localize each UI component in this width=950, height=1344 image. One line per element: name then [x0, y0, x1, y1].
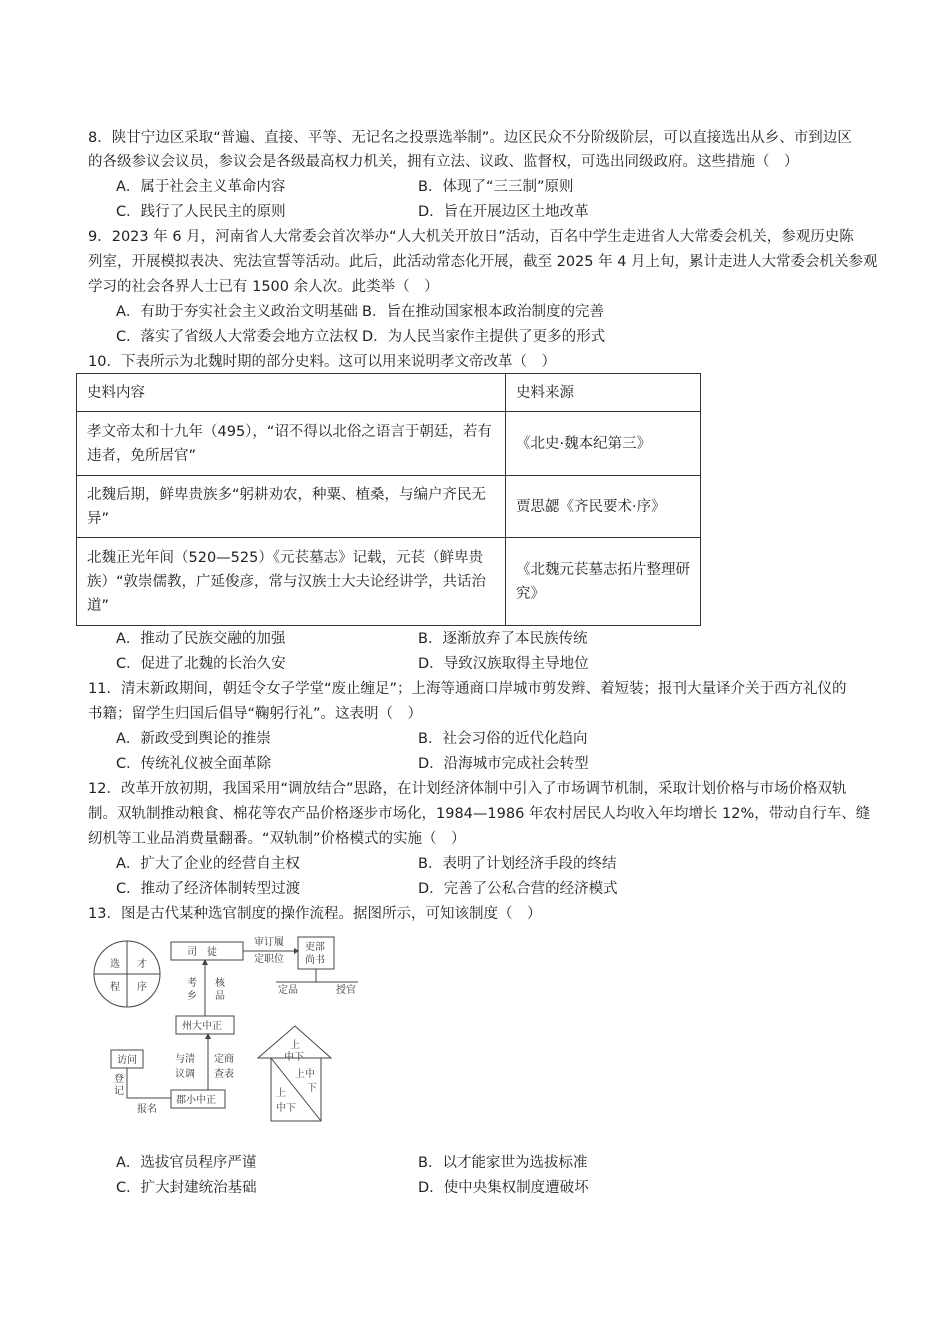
q8-option-b: B．体现了“三三制”原则 [418, 179, 574, 195]
q9-stem-line1: 9．2023 年 6 月，河南省人大常委会首次举办“人大机关开放日”活动，百名中学生走进省人大常委会机关，参观历史陈 [88, 229, 854, 245]
dengji-label-1: 登 [114, 1074, 124, 1085]
selection-flow-diagram [88, 930, 378, 1130]
q11-stem-line1: 11．清末新政期间，朝廷令女子学堂“废止缠足”；上海等通商口岸城市剪发辫、着短装；报刊大量译介关于西方礼仪的 [88, 681, 847, 697]
table-header-row [77, 374, 701, 412]
kaoxiang-label-1: 考 [187, 978, 197, 989]
dingshang-label-2: 查表 [214, 1069, 234, 1080]
table-cell-content: 孝文帝太和十九年（495），“诏不得以北俗之语言于朝廷，若有违者，免所居官” [77, 412, 506, 476]
q13-option-d: D．使中央集权制度遭破坏 [418, 1180, 589, 1196]
dingshang-label-1: 定商 [214, 1054, 234, 1065]
q9-stem-line3: 学习的社会各界人士已有 1500 余人次。此类举（ ） [88, 279, 439, 295]
table-cell-source: 贾思勰《齐民要术·序》 [506, 476, 701, 538]
q11-option-d: D．沿海城市完成社会转型 [418, 756, 589, 772]
q11-option-c: C．传统礼仪被全面革除 [116, 756, 272, 772]
q9-option-d: D．为人民当家作主提供了更多的形式 [362, 329, 606, 345]
fangwen-label: 访问 [117, 1055, 137, 1066]
zhou-label: 州大中正 [182, 1021, 222, 1032]
libu-label-1: 吏部 [305, 942, 325, 953]
table-header-content: 史料内容 [77, 374, 506, 412]
table-cell-content: 北魏正光年间（520—525）《元苌墓志》记载，元苌（鲜卑贵族）“敦崇儒教，广延俊彦，常与汉族士大夫论经讲学，共话治道” [77, 538, 506, 626]
baoming-label: 报名 [137, 1104, 157, 1115]
table-cell-source: 《北史·魏本纪第三》 [506, 412, 701, 476]
q12-option-a: A．扩大了企业的经营自主权 [116, 856, 300, 872]
house-xia: 下 [307, 1083, 317, 1094]
q12-stem-line3: 纫机等工业品消费量翻番。“双轨制”价格模式的实施（ ） [88, 831, 466, 847]
q10-option-a: A．推动了民族交融的加强 [116, 631, 286, 647]
q13-stem: 13．图是古代某种选官制度的操作流程。据图所示，可知该制度（ ） [88, 906, 542, 922]
q11-stem-line2: 书籍；留学生归国后倡导“鞠躬行礼”。这表明（ ） [88, 706, 423, 722]
hepin-label-2: 品 [215, 991, 225, 1002]
source-table [76, 373, 701, 626]
house-zhongxia-2: 中下 [276, 1103, 296, 1114]
q9-option-a: A．有助于夯实社会主义政治文明基础 [116, 304, 358, 320]
table-header-source: 史料来源 [506, 374, 701, 412]
table-cell-content: 北魏后期，鲜卑贵族多“躬耕劝农，种粟、植桑，与编户齐民无异” [77, 476, 506, 538]
house-zhongxia: 中下 [284, 1052, 304, 1063]
q8-option-c: C．践行了人民民主的原则 [116, 204, 286, 220]
q9-option-b: B．旨在推动国家根本政治制度的完善 [362, 304, 604, 320]
house-shangzhong: 上中 [295, 1069, 315, 1080]
circle-char-xuan: 选 [110, 959, 120, 970]
q10-stem: 10．下表所示为北魏时期的部分史料。这可以用来说明孝文帝改革（ ） [88, 354, 556, 370]
q9-option-c: C．落实了省级人大常委会地方立法权 [116, 329, 359, 345]
q13-option-a: A．选拔官员程序严谨 [116, 1155, 257, 1171]
table-cell-source: 《北魏元苌墓志拓片整理研究》 [506, 538, 701, 626]
shouguan-label: 授官 [336, 985, 356, 996]
table-row [77, 538, 701, 626]
dengji-label-2: 记 [114, 1086, 124, 1097]
q11-option-a: A．新政受到舆论的推崇 [116, 731, 271, 747]
q8-stem-line1: 8．陕甘宁边区采取“普遍、直接、平等、无记名之投票选举制”。边区民众不分阶级阶层，可以直接选出从乡、市到边区 [88, 130, 852, 146]
q13-option-b: B．以才能家世为选拔标准 [418, 1155, 588, 1171]
q8-stem-line2: 的各级参议会议员，参议会是各级最高权力机关，拥有立法、议政、监督权，可选出同级政府。这些措施（ ） [88, 154, 799, 170]
q8-option-a: A．属于社会主义革命内容 [116, 179, 286, 195]
kaoxiang-label-2: 乡 [187, 991, 197, 1002]
yuqing-label-1: 与清 [175, 1054, 195, 1065]
house-shang: 上 [290, 1040, 300, 1051]
q12-stem-line1: 12．改革开放初期，我国采用“调放结合”思路，在计划经济体制中引入了市场调节机制，采取计划价格与市场价格双轨 [88, 781, 847, 797]
q12-option-d: D．完善了公私合营的经济模式 [418, 881, 618, 897]
q10-option-c: C．促进了北魏的长治久安 [116, 656, 286, 672]
q8-option-d: D．旨在开展边区土地改革 [418, 204, 589, 220]
shending-label-1: 审订履 [254, 937, 284, 948]
q13-option-c: C．扩大封建统治基础 [116, 1180, 257, 1196]
yuqing-label-2: 议调 [175, 1069, 195, 1080]
libu-label-2: 尚书 [305, 955, 325, 966]
q11-option-b: B．社会习俗的近代化趋向 [418, 731, 588, 747]
hepin-label-1: 核 [215, 978, 225, 989]
house-shang-2: 上 [276, 1088, 286, 1099]
circle-char-xu: 序 [137, 982, 147, 993]
q10-option-b: B．逐渐放弃了本民族传统 [418, 631, 588, 647]
circle-char-cheng: 程 [110, 982, 120, 993]
shending-label-2: 定职位 [254, 954, 284, 965]
situ-label: 司 徒 [187, 947, 217, 958]
table-row [77, 412, 701, 476]
circle-char-cai: 才 [137, 959, 147, 970]
q12-option-b: B．表明了计划经济手段的终结 [418, 856, 617, 872]
q12-option-c: C．推动了经济体制转型过渡 [116, 881, 301, 897]
q10-option-d: D．导致汉族取得主导地位 [418, 656, 589, 672]
q12-stem-line2: 制。双轨制推动粮食、棉花等农产品价格逐步市场化，1984—1986 年农村居民人均收入年均增长 12%，带动自行车、缝 [88, 806, 871, 822]
q9-stem-line2: 列室，开展模拟表决、宪法宣誓等活动。此后，此活动常态化开展，截至 2025 年 4 月上旬，累计走进人大常委会机关参观 [88, 254, 878, 270]
jun-label: 郡小中正 [176, 1095, 216, 1106]
dingpin-label: 定品 [278, 985, 298, 996]
table-row [77, 476, 701, 538]
